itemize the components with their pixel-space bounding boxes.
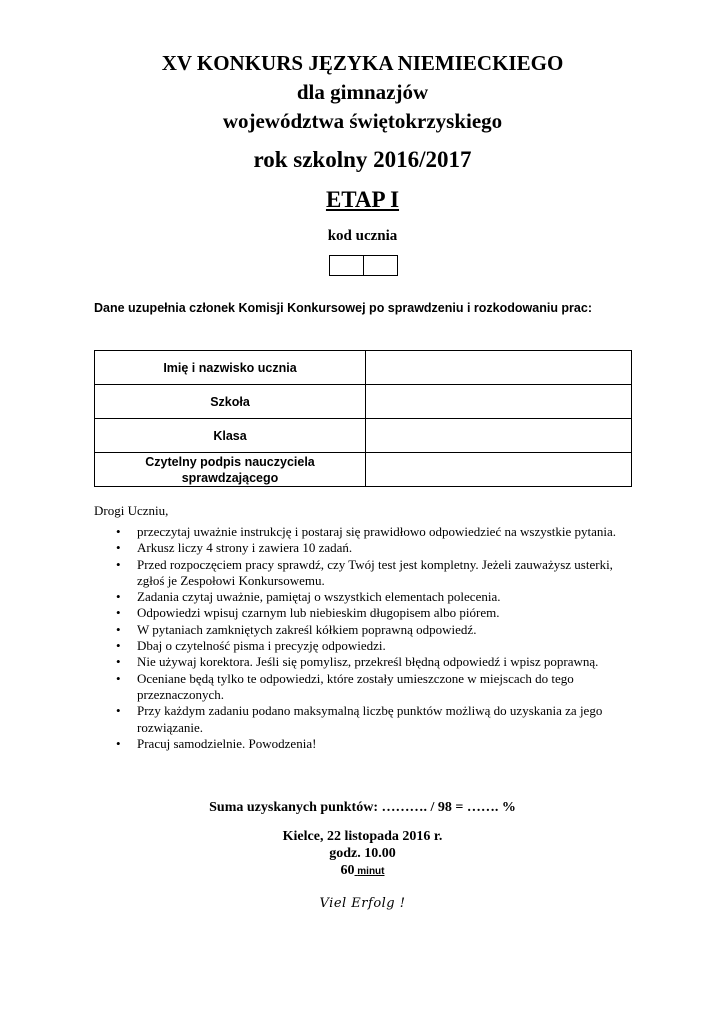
table-row: [95, 419, 632, 453]
table-row: [95, 385, 632, 419]
list-item: [94, 557, 634, 590]
duration-unit: [355, 866, 385, 877]
rule-text: Dbaj o czytelność pisma i precyzję odpowiedzi.: [137, 638, 386, 654]
bullet-icon: •: [116, 524, 121, 539]
good-luck-signoff: Viel Erfolg !: [319, 896, 406, 911]
rule-text: przeczytaj uważnie instrukcję i postaraj się prawidłowo odpowiedzieć na wszystkie pytania.: [137, 524, 617, 539]
school-year: rok szkolny 2016/2017: [253, 147, 472, 172]
duration: [0, 862, 725, 880]
bullet-icon: •: [116, 605, 121, 621]
bullet-icon: •: [116, 703, 121, 719]
bullet-icon: •: [116, 621, 121, 637]
contest-title: XV KONKURS JĘZYKA NIEMIECKIEGO: [161, 51, 564, 75]
duration-value: 60: [340, 863, 355, 878]
rule-text: Odpowiedzi wpisuj czarnym lub niebieskim długopisem albo piórem.: [137, 605, 500, 621]
row-label-teacher-signature: [95, 453, 366, 487]
row-value-teacher-signature[interactable]: [366, 453, 632, 487]
rule-text: Oceniane będą tylko te odpowiedzi, które zostały umieszczone w miejscach do tego przeznaczonych.: [137, 670, 574, 702]
bullet-icon: •: [116, 638, 121, 654]
list-item: [94, 736, 634, 752]
teacher-signature-label: Czytelny podpis nauczyciela sprawdzającego: [145, 454, 315, 485]
list-item: [94, 524, 634, 540]
student-info-table: [94, 350, 632, 487]
list-item: [94, 605, 634, 621]
stage-label: ETAP I: [325, 187, 400, 212]
student-code-label: kod ucznia: [327, 228, 398, 244]
list-item: [94, 703, 634, 736]
rule-text: Przy każdym zadaniu podano maksymalną liczbę punktów możliwą do uzyskania za jego rozwiązanie.: [137, 703, 603, 735]
student-code-box-2[interactable]: [364, 255, 398, 276]
place-date: Kielce, 22 listopada 2016 r.: [282, 829, 443, 844]
stage-heading: [0, 185, 725, 215]
row-value-school[interactable]: [366, 385, 632, 419]
rule-text: Przed rozpoczęciem pracy sprawdź, czy Twój test jest kompletny. Jeżeli zauważysz usterki, zgłoś je Zespołowi Konkursowemu.: [137, 556, 613, 588]
rule-text: W pytaniach zamkniętych zakreśl kółkiem poprawną odpowiedź.: [137, 621, 477, 637]
contest-audience: dla gimnazjów: [296, 80, 429, 104]
contest-region: województwa świętokrzyskiego: [222, 109, 503, 133]
committee-info-text: Dane uzupełnia członek Komisji Konkursowej po sprawdzeniu i rozkodowaniu prac:: [94, 301, 592, 315]
row-value-name[interactable]: [366, 351, 632, 385]
bullet-icon: •: [116, 556, 121, 572]
score-summary: Suma uzyskanych punktów: ………. / 98 = ……. %: [209, 800, 516, 815]
rule-text: Nie używaj korektora. Jeśli się pomylisz, przekreśl błędną odpowiedź i wpisz poprawną.: [137, 654, 599, 670]
rule-text: Pracuj samodzielnie. Powodzenia!: [137, 735, 317, 751]
table-row: [95, 351, 632, 385]
bullet-icon: •: [116, 654, 121, 670]
row-label-class: Klasa: [95, 419, 366, 453]
list-item: [94, 622, 634, 638]
row-label-school: Szkoła: [95, 385, 366, 419]
rules-list: [94, 524, 634, 752]
list-item: [94, 638, 634, 654]
row-value-class[interactable]: [366, 419, 632, 453]
row-label-name: Imię i nazwisko ucznia: [95, 351, 366, 385]
bullet-icon: •: [116, 589, 121, 605]
list-item: [94, 654, 634, 670]
bullet-icon: •: [116, 540, 121, 556]
list-item: [94, 589, 634, 605]
rule-text: Arkusz liczy 4 strony i zawiera 10 zadań.: [137, 540, 353, 556]
duration-unit-text: minut: [357, 866, 385, 877]
student-code-box-1[interactable]: [329, 255, 364, 276]
greeting: Drogi Uczniu,: [94, 503, 169, 518]
bullet-icon: •: [116, 735, 121, 751]
start-time: godz. 10.00: [329, 846, 396, 861]
bullet-icon: •: [116, 670, 121, 686]
table-row: [95, 453, 632, 487]
student-code-boxes: [329, 255, 398, 275]
rule-text: Zadania czytaj uważnie, pamiętaj o wszystkich elementach polecenia.: [137, 589, 501, 605]
list-item: [94, 540, 634, 556]
list-item: [94, 671, 634, 704]
